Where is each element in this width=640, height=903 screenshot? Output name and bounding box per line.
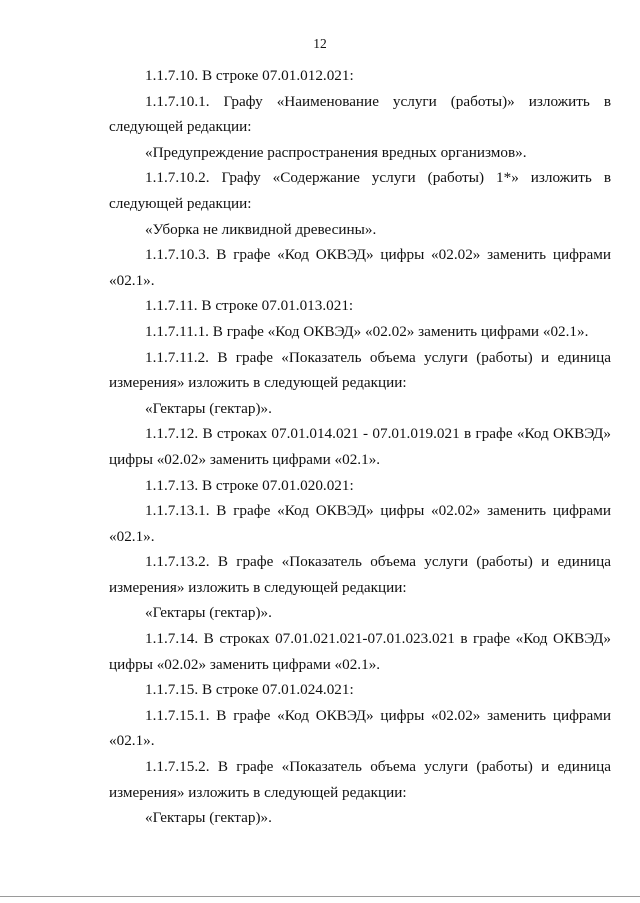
- paragraph-6: 1.1.7.10.3. В графе «Код ОКВЭД» цифры «02.02» заменить цифрами «02.1».: [109, 246, 611, 289]
- paragraph-10: «Гектары (гектар)».: [145, 399, 272, 417]
- paragraph-20: «Гектары (гектар)».: [145, 809, 272, 827]
- paragraph-16: 1.1.7.14. В строках 07.01.021.021-07.01.023.021 в графе «Код ОКВЭД» цифры «02.02» заменить цифрами «02.1».: [109, 630, 611, 673]
- paragraph-15: «Гектары (гектар)».: [145, 604, 272, 622]
- bottom-rule: [0, 896, 640, 897]
- paragraph-19: 1.1.7.15.2. В графе «Показатель объема услуги (работы) и единица измерения» изложить в следующей редакции:: [109, 758, 611, 801]
- paragraph-13: 1.1.7.13.1. В графе «Код ОКВЭД» цифры «02.02» заменить цифрами «02.1».: [109, 502, 611, 545]
- paragraph-8: 1.1.7.11.1. В графе «Код ОКВЭД» «02.02» заменить цифрами «02.1».: [145, 322, 589, 340]
- paragraph-1: 1.1.7.10. В строке 07.01.012.021:: [145, 67, 354, 84]
- paragraph-7: 1.1.7.11. В строке 07.01.013.021:: [145, 297, 354, 315]
- paragraph-4: 1.1.7.10.2. Графу «Содержание услуги (работы) 1*» изложить в следующей редакции:: [109, 169, 611, 212]
- document-body: [109, 63, 611, 831]
- paragraph-12: 1.1.7.13. В строке 07.01.020.021:: [145, 476, 354, 494]
- paragraph-17: 1.1.7.15. В строке 07.01.024.021:: [145, 681, 354, 699]
- paragraph-3: «Предупреждение распространения вредных организмов».: [145, 143, 527, 161]
- page-number: 12: [313, 36, 327, 51]
- paragraph-9: 1.1.7.11.2. В графе «Показатель объема услуги (работы) и единица измерения» изложить в следующей редакции:: [109, 348, 611, 392]
- paragraph-5: «Уборка не ликвидной древесины».: [145, 220, 377, 238]
- paragraph-14: 1.1.7.13.2. В графе «Показатель объема услуги (работы) и единица измерения» изложить в следующей редакции:: [109, 553, 611, 596]
- paragraph-2: 1.1.7.10.1. Графу «Наименование услуги (работы)» изложить в следующей редакции:: [109, 92, 611, 136]
- paragraph-18: 1.1.7.15.1. В графе «Код ОКВЭД» цифры «02.02» заменить цифрами «02.1».: [109, 706, 611, 750]
- paragraph-11: 1.1.7.12. В строках 07.01.014.021 - 07.01.019.021 в графе «Код ОКВЭД» цифры «02.02» заменить цифрами «02.1».: [109, 425, 611, 468]
